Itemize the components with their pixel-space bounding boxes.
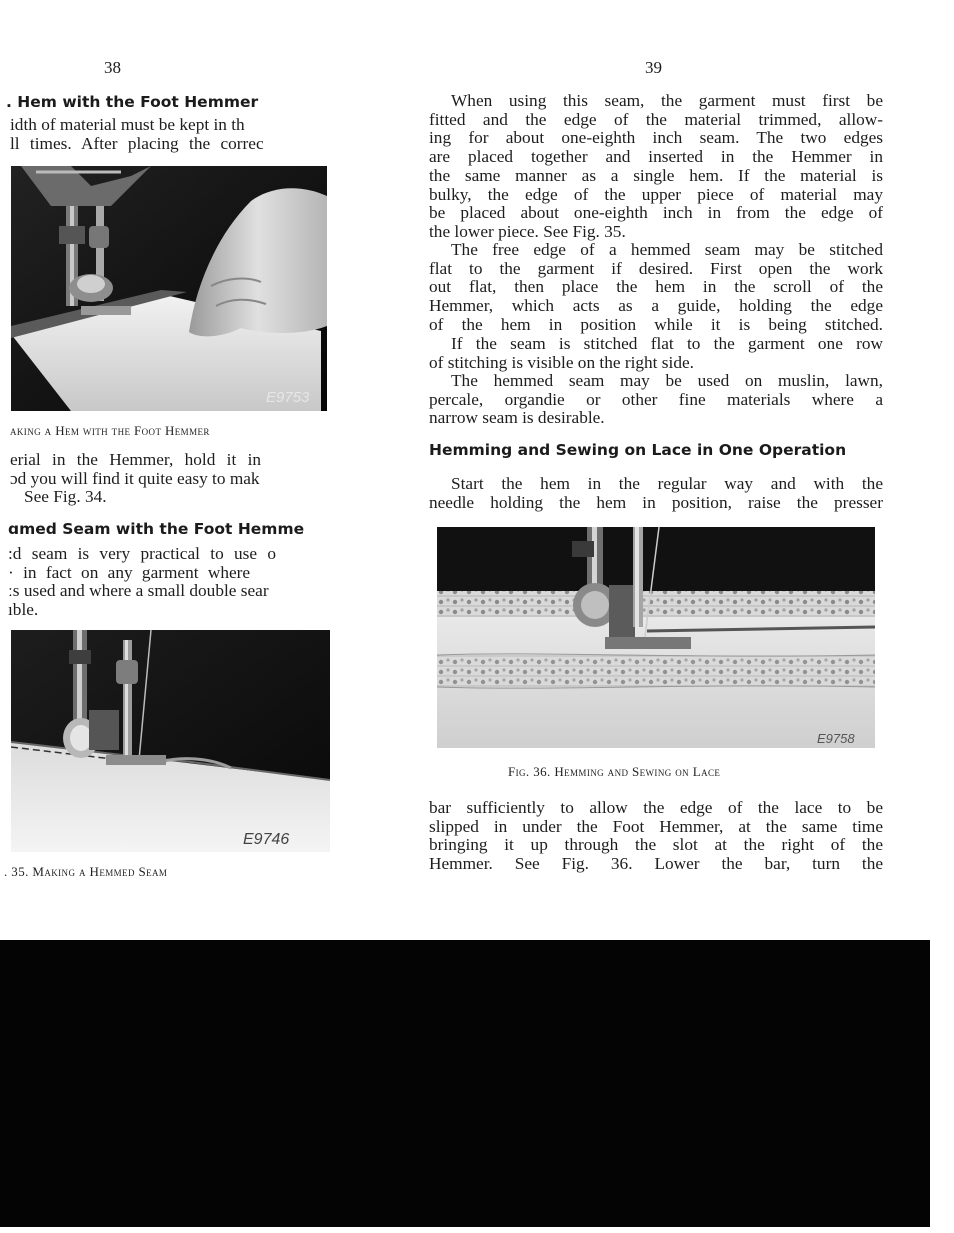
figure-34-caption: aking a Hem with the Foot Hemmer (10, 423, 210, 438)
right-paragraph-5: Start the hem in the regular way and with the needle holding the hem in position, raise the presser (429, 474, 883, 512)
figure-35-label: E9746 (243, 831, 290, 848)
heading-hemmed-seam: ɑmed Seam with the Foot Hemme (8, 520, 305, 538)
heading-hemming-lace: Hemming and Sewing on Lace in One Operation (429, 441, 847, 459)
right-paragraph-1: When using this seam, the garment must first be fitted and the edge of the material trimmed, allow- ing for about one-eighth inch seam. The two edges are placed together and inserted in the Hemmer in the same manner as a single hem. If the material is bulky, the edge of the upper piece of material may be placed about one-eighth inch in from the edge of the lower piece. See Fig. 35. (429, 91, 883, 241)
figure-35-photo (11, 630, 330, 852)
page-number-right: 39 (645, 58, 662, 77)
figure-36-caption: Fig. 36. Hemming and Sewing on Lace (508, 764, 721, 779)
left-paragraph-1: idth of material must be kept in th ll times. After placing the correc (10, 116, 264, 153)
figure-36-photo (437, 527, 875, 748)
left-paragraph-3: :d seam is very practical to use o · in fact on any garment where ːs used and where a small double sear ıble. (8, 545, 277, 620)
heading-hem-foot-hemmer: . Hem with the Foot Hemmer (6, 93, 259, 111)
figure-34-label: E9753 (266, 389, 310, 406)
right-paragraph-6: bar sufficiently to allow the edge of the lace to be slipped in under the Foot Hemmer, at the same time bringing it up through the slot at the right of the Hemmer. See Fig. 36. Lower the bar, turn the (429, 798, 883, 874)
right-paragraph-3: If the seam is stitched flat to the garment one row of stitching is visible on the right side. (429, 334, 883, 372)
figure-35-caption: . 35. Making a Hemmed Seam (4, 864, 168, 879)
right-paragraph-4: The hemmed seam may be used on muslin, lawn, percale, organdie or other fine materials where a narrow seam is desirable. (429, 371, 883, 428)
right-paragraph-2: The free edge of a hemmed seam may be stitched flat to the garment if desired. First open the work out flat, then place the hem in the scroll of the Hemmer, which acts as a guide, holding the edge of the hem in position while it is being stitched. (429, 240, 883, 334)
figure-34-photo (11, 166, 327, 411)
left-paragraph-2: erial in the Hemmer, hold it in ɔd you will find it quite easy to mak See Fig. 34. (10, 451, 262, 507)
scan-dark-margin (0, 940, 930, 1227)
page-number-left: 38 (104, 58, 121, 77)
figure-36-label: E9758 (817, 731, 855, 746)
